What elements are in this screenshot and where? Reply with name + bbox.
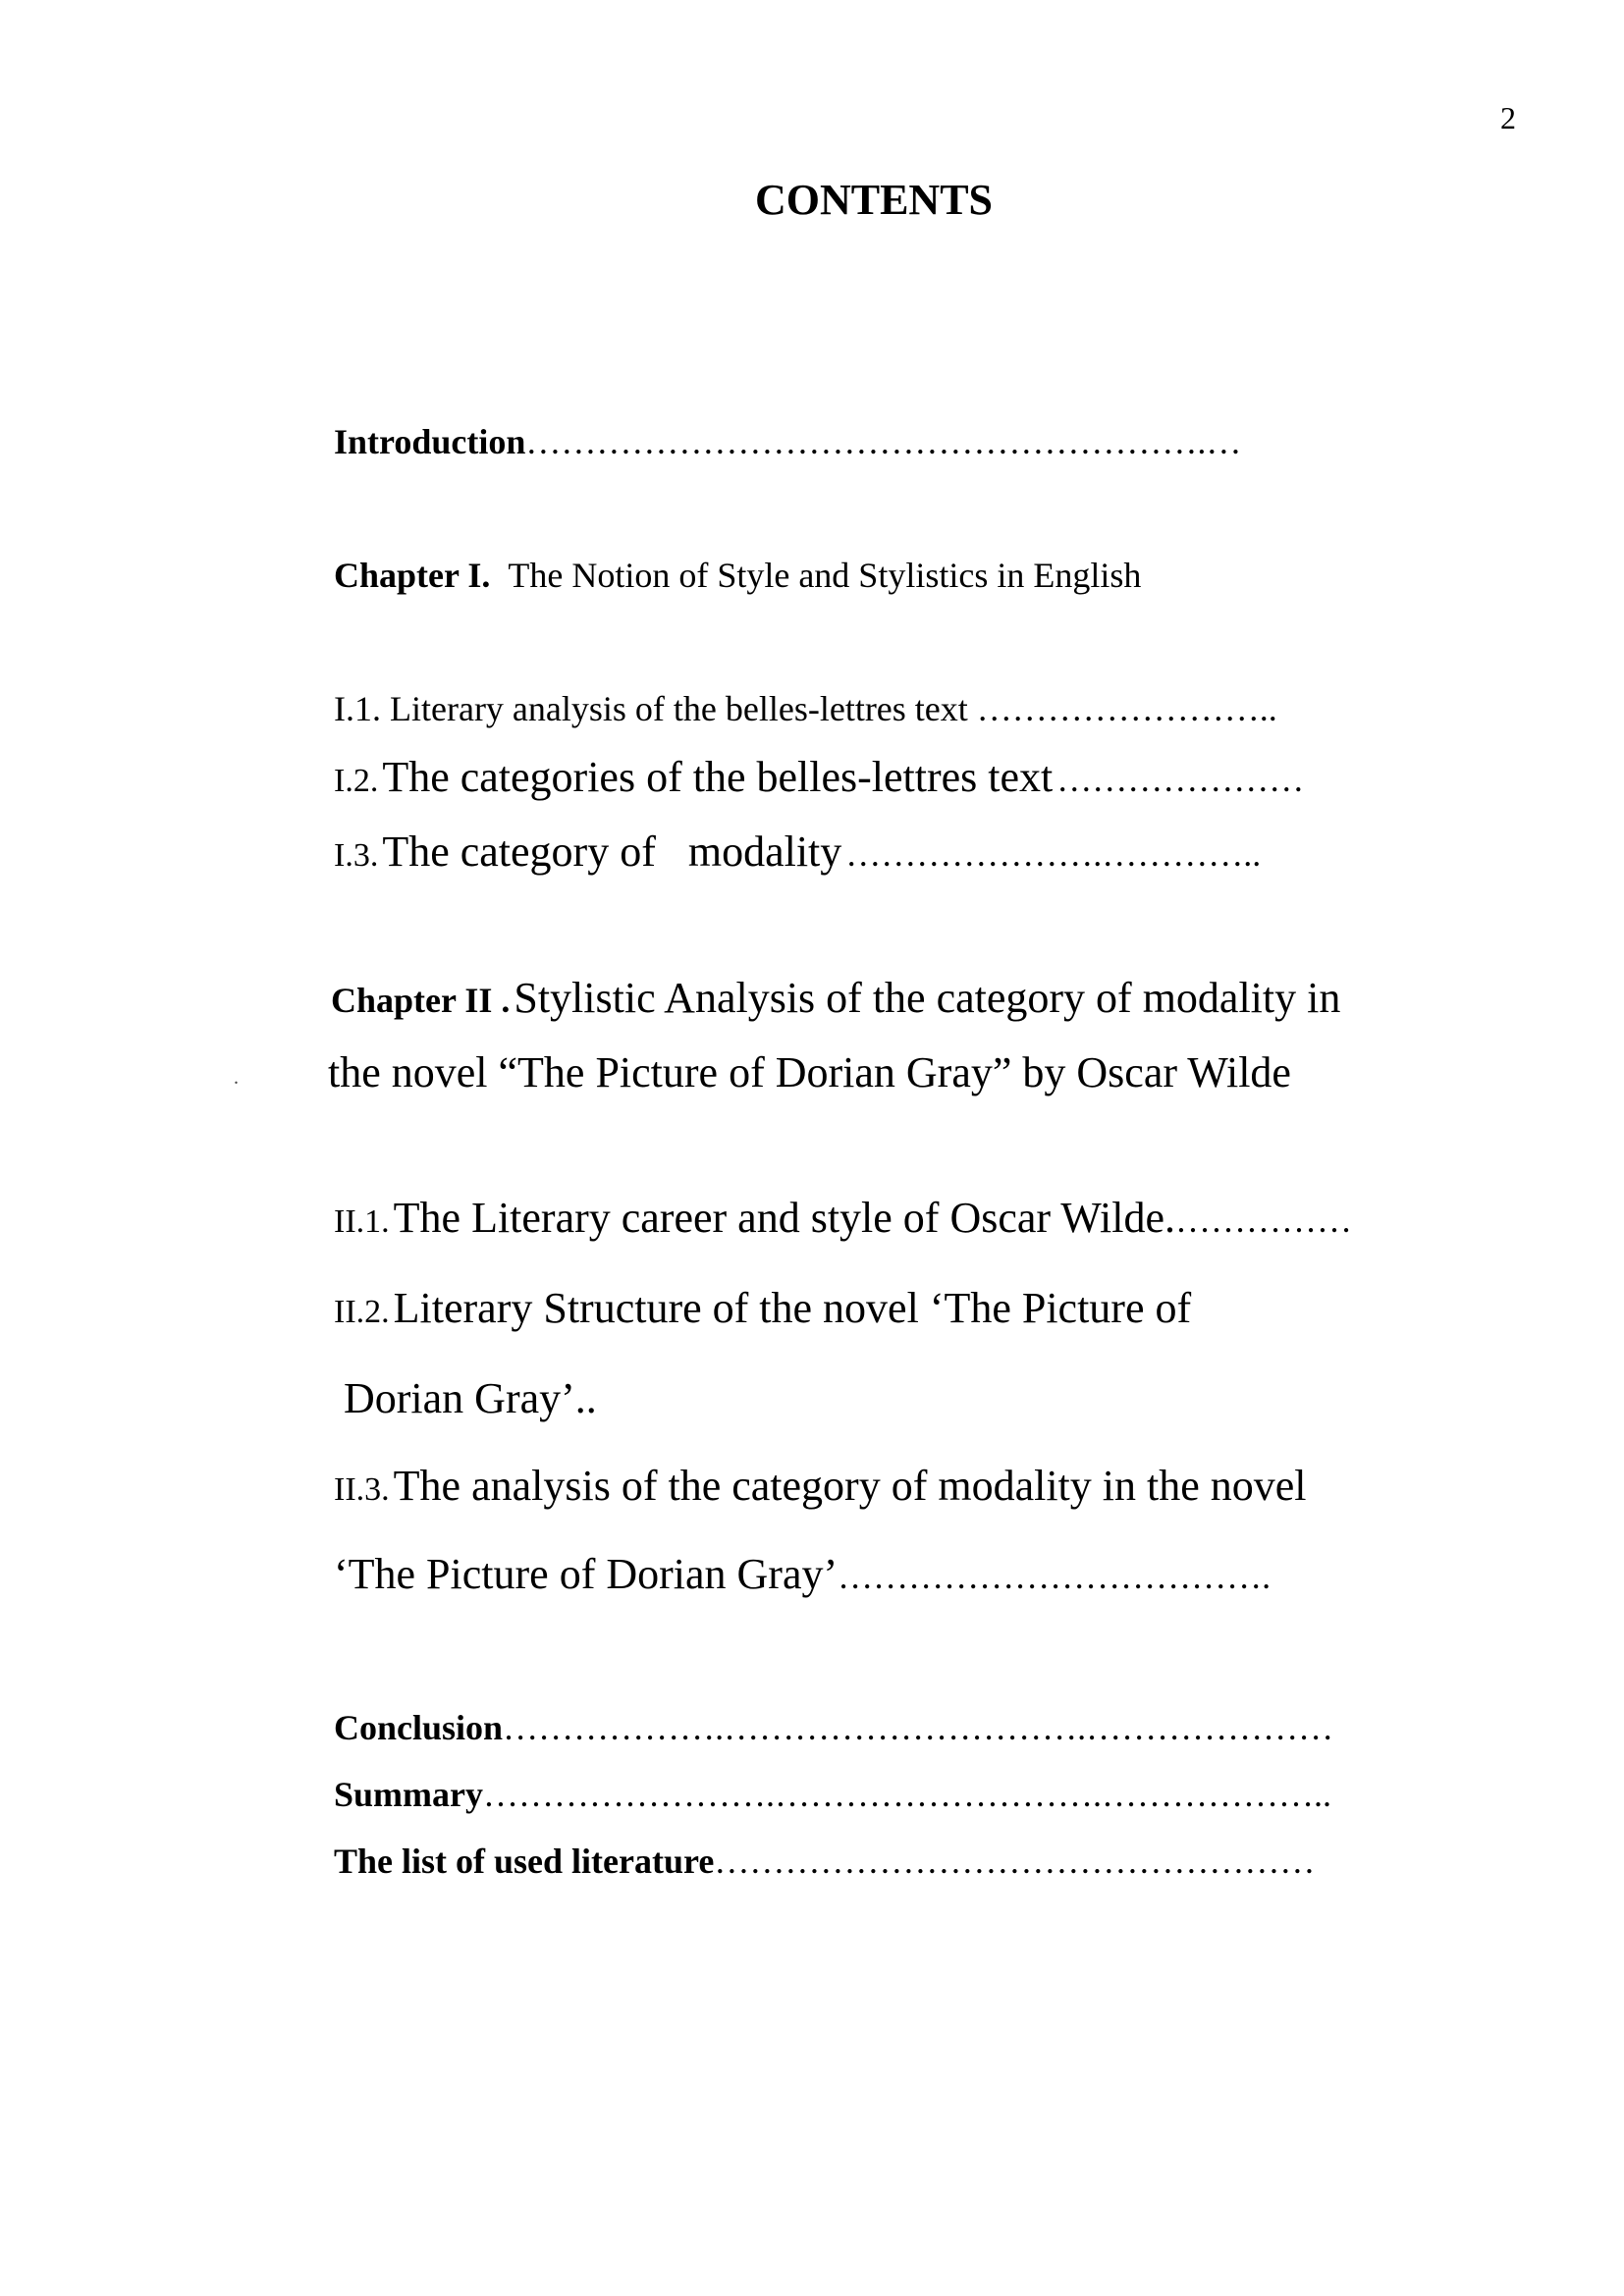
section-title: The Literary career and style of Oscar Wilde. [393, 1194, 1176, 1242]
dot-leader: ………………… [1056, 760, 1305, 799]
dot-leader: ………………….………….. [845, 834, 1262, 874]
conclusion-label: Conclusion [334, 1708, 504, 1747]
section-number: II.3. [334, 1471, 390, 1508]
literature-label: The list of used literature [334, 1842, 715, 1881]
toc-entry-summary [334, 1777, 1331, 1812]
section-title: The category of modality [382, 828, 842, 876]
dot-leader: ………………………………………………….… [525, 422, 1242, 461]
stray-mark: . [234, 1067, 239, 1089]
chapter-2-label: Chapter II . [331, 981, 511, 1020]
section-title: The analysis of the category of modality in the novel [393, 1462, 1307, 1510]
toc-section-1-3 [334, 830, 1261, 874]
page-number: 2 [1500, 100, 1516, 135]
page-title: CONTENTS [754, 176, 994, 224]
toc-section-2-1 [334, 1194, 1353, 1242]
chapter-1-title: The Notion of Style and Stylistics in English [508, 556, 1142, 595]
dot-leader: …………………….. [976, 689, 1277, 728]
section-number: I.3. [334, 837, 379, 874]
section-title-continued: Dorian Gray’.. [344, 1374, 597, 1422]
section-title: The categories of the belles-lettres text [382, 753, 1054, 801]
dot-leader: …………… [1175, 1201, 1353, 1240]
section-title-continued [334, 1550, 1272, 1598]
dot-leader: ………………………………. [838, 1557, 1272, 1596]
toc-section-2-3 [334, 1462, 1307, 1510]
toc-section-2-2 [334, 1284, 1192, 1332]
toc-section-1-1 [334, 691, 1277, 726]
section-title: Literary analysis of the belles-lettres text [390, 689, 968, 728]
dot-leader: …………………………………………… [714, 1842, 1316, 1881]
chapter-2-title-continued: the novel “The Picture of Dorian Gray” by Oscar Wilde [328, 1048, 1291, 1096]
toc-entry-conclusion [334, 1710, 1333, 1745]
section-number: II.1. [334, 1203, 390, 1240]
dot-leader: …………………….……………………….……………….. [483, 1775, 1331, 1814]
toc-chapter-1-heading [334, 558, 1141, 593]
section-title-cont-text: ‘The Picture of Dorian Gray’ [334, 1550, 839, 1598]
summary-label: Summary [334, 1775, 483, 1814]
toc-entry-introduction [334, 424, 1241, 459]
toc-entry-literature [334, 1843, 1315, 1879]
introduction-label: Introduction [334, 422, 526, 461]
chapter-2-title: Stylistic Analysis of the category of modality in [514, 974, 1341, 1022]
dot-leader: ……………….………………………….………………… [503, 1708, 1334, 1747]
chapter-1-label: Chapter I. [334, 556, 491, 595]
toc-section-1-2 [334, 753, 1305, 801]
section-number: I.2. [334, 763, 379, 799]
section-number: II.2. [334, 1294, 390, 1330]
section-number: I.1. [334, 689, 381, 728]
toc-chapter-2-heading [331, 974, 1341, 1022]
section-title: Literary Structure of the novel ‘The Picture of [393, 1284, 1192, 1332]
